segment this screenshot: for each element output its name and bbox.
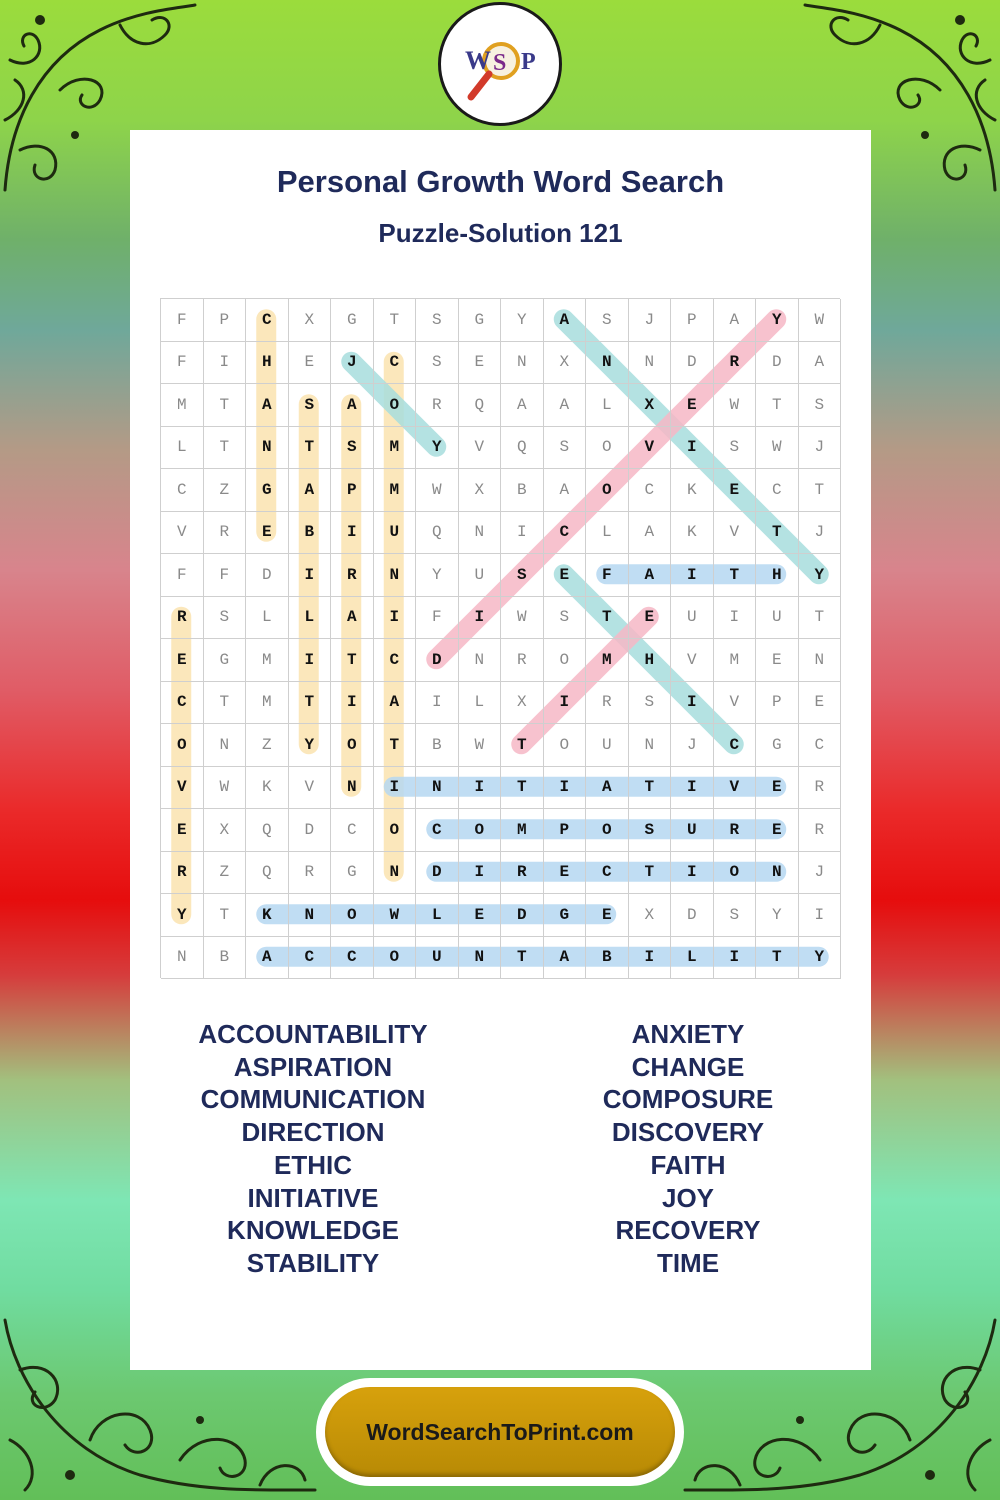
grid-cell: V (714, 767, 757, 810)
grid-cell: T (289, 427, 332, 470)
grid-cell: D (671, 342, 714, 385)
grid-cell: T (629, 767, 672, 810)
grid-cell: L (161, 427, 204, 470)
grid-cell: L (289, 597, 332, 640)
grid-cell: L (246, 597, 289, 640)
grid-cell: J (629, 299, 672, 342)
grid-cell: Q (501, 427, 544, 470)
grid-cell: C (331, 809, 374, 852)
grid-cell: N (629, 342, 672, 385)
grid-cell: L (459, 682, 502, 725)
grid-cell: P (544, 809, 587, 852)
grid-cell: B (204, 937, 247, 980)
grid-cell: U (671, 597, 714, 640)
word-list-right (503, 1018, 873, 1280)
grid-cell: J (671, 724, 714, 767)
grid-cell: A (629, 512, 672, 555)
grid-cell: T (586, 597, 629, 640)
grid-cell: C (586, 852, 629, 895)
grid-cell: T (756, 937, 799, 980)
grid-cell: I (799, 894, 842, 937)
grid-cell: G (544, 894, 587, 937)
grid-cell: R (799, 767, 842, 810)
grid-cell: T (331, 639, 374, 682)
grid-cell: N (459, 639, 502, 682)
grid-cell: S (416, 342, 459, 385)
grid-cell: P (756, 682, 799, 725)
grid-cell: C (289, 937, 332, 980)
word-list-item: TIME (656, 1247, 720, 1278)
grid-cell: F (161, 342, 204, 385)
grid-cell: V (459, 427, 502, 470)
grid-cell: G (756, 724, 799, 767)
grid-cell: C (331, 937, 374, 980)
grid-cell: C (374, 639, 417, 682)
grid-cell: C (629, 469, 672, 512)
grid-cell: O (374, 937, 417, 980)
grid-cell: S (416, 299, 459, 342)
grid-cell: A (544, 299, 587, 342)
grid-cell: H (629, 639, 672, 682)
grid-cell: V (671, 639, 714, 682)
grid-cell: Y (799, 554, 842, 597)
grid-cell: J (799, 852, 842, 895)
grid-cell: A (799, 342, 842, 385)
word-list-item: CHANGE (631, 1051, 745, 1082)
grid-cell: A (331, 384, 374, 427)
puzzle-card (130, 130, 871, 1370)
grid-cell: R (204, 512, 247, 555)
grid-cell: J (799, 427, 842, 470)
grid-cell: A (289, 469, 332, 512)
grid-cell: I (289, 639, 332, 682)
grid-cell: K (671, 469, 714, 512)
grid-cell: Q (246, 852, 289, 895)
grid-cell: H (756, 554, 799, 597)
grid-cell: T (756, 512, 799, 555)
grid-cell: T (204, 384, 247, 427)
grid-cell: E (161, 639, 204, 682)
grid-cell: D (416, 639, 459, 682)
grid-cell: Z (204, 469, 247, 512)
grid-cell: A (544, 937, 587, 980)
grid-cell: D (671, 894, 714, 937)
grid-cell: T (289, 682, 332, 725)
grid-cell: I (501, 512, 544, 555)
grid-cell: M (374, 427, 417, 470)
grid-cell: S (629, 809, 672, 852)
grid-cell: N (374, 852, 417, 895)
grid-cell: K (246, 767, 289, 810)
site-link-label: WordSearchToPrint.com (325, 1387, 675, 1477)
grid-cell: O (714, 852, 757, 895)
grid-cell: O (586, 469, 629, 512)
grid-cell: N (161, 937, 204, 980)
wsp-logo (438, 2, 562, 126)
grid-cell: N (629, 724, 672, 767)
grid-cell: C (544, 512, 587, 555)
grid-cell: A (246, 384, 289, 427)
grid-cell: T (799, 469, 842, 512)
grid-cell: W (501, 597, 544, 640)
logo-letter-w: W (465, 46, 491, 75)
logo-letter-s: S (493, 50, 507, 76)
word-list-item: COMPOSURE (602, 1084, 774, 1115)
grid-cell: I (374, 767, 417, 810)
grid-cell: X (629, 894, 672, 937)
grid-cell: U (671, 809, 714, 852)
grid-cell: X (544, 342, 587, 385)
letter-grid (160, 298, 840, 978)
grid-cell: M (586, 639, 629, 682)
grid-cell: I (671, 767, 714, 810)
grid-cell: E (799, 682, 842, 725)
grid-cell: Q (416, 512, 459, 555)
word-list-item: JOY (661, 1182, 715, 1213)
grid-cell: Y (756, 894, 799, 937)
grid-cell: X (204, 809, 247, 852)
grid-cell: R (161, 597, 204, 640)
grid-cell: M (714, 639, 757, 682)
grid-cell: A (586, 767, 629, 810)
word-list-item: DIRECTION (241, 1117, 385, 1148)
grid-cell: S (331, 427, 374, 470)
grid-cell: U (756, 597, 799, 640)
grid-cell: O (544, 639, 587, 682)
grid-cell: W (714, 384, 757, 427)
grid-cell: C (161, 682, 204, 725)
grid-cell: T (374, 724, 417, 767)
grid-cell: B (289, 512, 332, 555)
grid-cell: S (289, 384, 332, 427)
grid-cell: T (714, 554, 757, 597)
grid-cell: Y (501, 299, 544, 342)
word-list-item: STABILITY (246, 1247, 380, 1278)
grid-cell: S (544, 597, 587, 640)
grid-cell: A (629, 554, 672, 597)
word-list-item: ASPIRATION (233, 1051, 393, 1082)
grid-cell: G (331, 852, 374, 895)
grid-cell: U (374, 512, 417, 555)
grid-cell: V (714, 512, 757, 555)
word-list-item: ACCOUNTABILITY (198, 1019, 428, 1049)
magnifier-icon (441, 5, 559, 123)
word-list-item: ETHIC (274, 1149, 352, 1180)
grid-cell: N (289, 894, 332, 937)
grid-cell: E (714, 469, 757, 512)
grid-cell: O (331, 894, 374, 937)
grid-cell: R (331, 554, 374, 597)
grid-cell: I (671, 554, 714, 597)
grid-cell: W (459, 724, 502, 767)
grid-cell: T (799, 597, 842, 640)
grid-cell: I (204, 342, 247, 385)
word-list-left (128, 1018, 498, 1280)
grid-cell: C (714, 724, 757, 767)
grid-cell: I (459, 767, 502, 810)
grid-cell: M (501, 809, 544, 852)
grid-cell: T (204, 427, 247, 470)
grid-cell: D (501, 894, 544, 937)
grid-cell: T (756, 384, 799, 427)
grid-cell: C (161, 469, 204, 512)
grid-cell: L (586, 384, 629, 427)
grid-cell: R (501, 852, 544, 895)
grid-cell: N (756, 852, 799, 895)
grid-cell: O (374, 809, 417, 852)
grid-cell: I (671, 682, 714, 725)
grid-cell: A (544, 469, 587, 512)
grid-cell: E (459, 342, 502, 385)
grid-cell: M (161, 384, 204, 427)
grid-cell: C (374, 342, 417, 385)
site-link-button[interactable] (316, 1378, 684, 1486)
grid-cell: I (416, 682, 459, 725)
grid-cell: Y (289, 724, 332, 767)
word-list-item: COMMUNICATION (200, 1084, 426, 1115)
grid-cell: F (586, 554, 629, 597)
grid-cell: N (204, 724, 247, 767)
grid-cell: R (714, 809, 757, 852)
grid-cell: R (586, 682, 629, 725)
grid-cell: T (374, 299, 417, 342)
grid-cell: O (459, 809, 502, 852)
grid-cell: L (416, 894, 459, 937)
grid-cell: J (331, 342, 374, 385)
grid-cell: F (161, 554, 204, 597)
grid-cell: N (459, 512, 502, 555)
grid-cell: V (629, 427, 672, 470)
grid-cell: L (671, 937, 714, 980)
grid-cell: P (671, 299, 714, 342)
grid-cell: W (416, 469, 459, 512)
grid-cell: B (501, 469, 544, 512)
grid-cell: N (374, 554, 417, 597)
grid-cell: G (204, 639, 247, 682)
grid-cell: N (416, 767, 459, 810)
grid-cell: U (459, 554, 502, 597)
grid-cell: E (629, 597, 672, 640)
grid-cell: I (459, 852, 502, 895)
logo-letter-p: P (521, 49, 536, 75)
grid-cell: X (459, 469, 502, 512)
grid-cell: S (544, 427, 587, 470)
grid-cell: T (629, 852, 672, 895)
grid-cell: A (714, 299, 757, 342)
grid-cell: I (671, 852, 714, 895)
grid-cell: E (756, 809, 799, 852)
grid-cell: S (629, 682, 672, 725)
grid-cell: C (756, 469, 799, 512)
grid-cell: Y (756, 299, 799, 342)
grid-cell: W (374, 894, 417, 937)
grid-cell: Y (416, 554, 459, 597)
grid-cell: O (586, 809, 629, 852)
grid-cell: Q (246, 809, 289, 852)
grid-cell: E (586, 894, 629, 937)
grid-cell: N (501, 342, 544, 385)
grid-cell: E (756, 767, 799, 810)
grid-cell: I (459, 597, 502, 640)
page-title: Personal Growth Word Search (276, 164, 725, 199)
grid-cell: I (289, 554, 332, 597)
grid-cell: D (246, 554, 289, 597)
grid-cell: R (161, 852, 204, 895)
grid-cell: Y (161, 894, 204, 937)
grid-cell: F (204, 554, 247, 597)
grid-cell: Q (459, 384, 502, 427)
word-list-item: KNOWLEDGE (227, 1215, 399, 1246)
grid-cell: V (161, 767, 204, 810)
grid-cell: C (799, 724, 842, 767)
grid-cell: S (714, 427, 757, 470)
grid-cell: R (289, 852, 332, 895)
grid-cell: H (246, 342, 289, 385)
grid-cell: E (671, 384, 714, 427)
grid-cell: X (289, 299, 332, 342)
grid-cell: L (586, 512, 629, 555)
grid-cell: T (501, 937, 544, 980)
grid-cell: N (246, 427, 289, 470)
grid-cell: O (586, 427, 629, 470)
grid-cell: S (714, 894, 757, 937)
grid-cell: R (501, 639, 544, 682)
grid-cell: S (501, 554, 544, 597)
grid-cell: I (629, 937, 672, 980)
grid-cell: K (246, 894, 289, 937)
grid-cell: G (246, 469, 289, 512)
grid-cell: Y (799, 937, 842, 980)
grid-cell: I (714, 937, 757, 980)
word-list-item: RECOVERY (615, 1215, 761, 1246)
grid-cell: O (331, 724, 374, 767)
grid-cell: E (544, 554, 587, 597)
grid-cell: S (799, 384, 842, 427)
grid-cell: S (586, 299, 629, 342)
grid-cell: G (459, 299, 502, 342)
grid-cell: T (204, 682, 247, 725)
grid-cell: Y (416, 427, 459, 470)
grid-cell: R (714, 342, 757, 385)
grid-cell: T (501, 767, 544, 810)
grid-cell: B (416, 724, 459, 767)
grid-cell: D (756, 342, 799, 385)
grid-cell: A (374, 682, 417, 725)
word-list-item: ANXIETY (631, 1019, 745, 1049)
grid-cell: A (246, 937, 289, 980)
grid-cell: A (501, 384, 544, 427)
grid-cell: E (161, 809, 204, 852)
grid-cell: J (799, 512, 842, 555)
grid-cell: M (246, 639, 289, 682)
grid-cell: P (331, 469, 374, 512)
grid-cell: U (586, 724, 629, 767)
grid-cell: X (501, 682, 544, 725)
grid-cell: P (204, 299, 247, 342)
grid-cell: I (331, 682, 374, 725)
grid-cell: T (204, 894, 247, 937)
grid-cell: T (501, 724, 544, 767)
grid-cell: B (586, 937, 629, 980)
grid-cell: I (544, 682, 587, 725)
grid-cell: V (714, 682, 757, 725)
grid-cell: C (246, 299, 289, 342)
grid-cell: N (459, 937, 502, 980)
grid-cell: W (204, 767, 247, 810)
grid-cell: S (204, 597, 247, 640)
grid-cell: O (374, 384, 417, 427)
puzzle-grid-area (160, 298, 840, 978)
grid-cell: R (799, 809, 842, 852)
word-list-item: DISCOVERY (611, 1117, 765, 1148)
grid-cell: X (629, 384, 672, 427)
grid-cell: M (246, 682, 289, 725)
grid-cell: N (799, 639, 842, 682)
grid-cell: N (331, 767, 374, 810)
grid-cell: F (416, 597, 459, 640)
grid-cell: I (374, 597, 417, 640)
grid-cell: E (459, 894, 502, 937)
grid-cell: V (161, 512, 204, 555)
word-list-item: INITIATIVE (247, 1182, 379, 1213)
grid-cell: E (544, 852, 587, 895)
grid-cell: G (331, 299, 374, 342)
word-list-item: FAITH (650, 1149, 726, 1180)
grid-cell: O (161, 724, 204, 767)
grid-cell: I (671, 427, 714, 470)
page-subtitle: Puzzle-Solution 121 (378, 218, 623, 248)
grid-cell: E (246, 512, 289, 555)
grid-cell: I (544, 767, 587, 810)
grid-cell: Z (204, 852, 247, 895)
grid-cell: C (416, 809, 459, 852)
grid-cell: I (714, 597, 757, 640)
grid-cell: W (799, 299, 842, 342)
grid-cell: F (161, 299, 204, 342)
grid-cell: D (416, 852, 459, 895)
grid-cell: W (756, 427, 799, 470)
grid-cell: D (289, 809, 332, 852)
grid-cell: E (289, 342, 332, 385)
grid-cell: A (544, 384, 587, 427)
grid-cell: K (671, 512, 714, 555)
grid-cell: E (756, 639, 799, 682)
grid-cell: O (544, 724, 587, 767)
grid-cell: Z (246, 724, 289, 767)
grid-cell: M (374, 469, 417, 512)
grid-cell: A (331, 597, 374, 640)
grid-cell: V (289, 767, 332, 810)
grid-cell: R (416, 384, 459, 427)
grid-cell: N (586, 342, 629, 385)
grid-cell: I (331, 512, 374, 555)
grid-cell: U (416, 937, 459, 980)
